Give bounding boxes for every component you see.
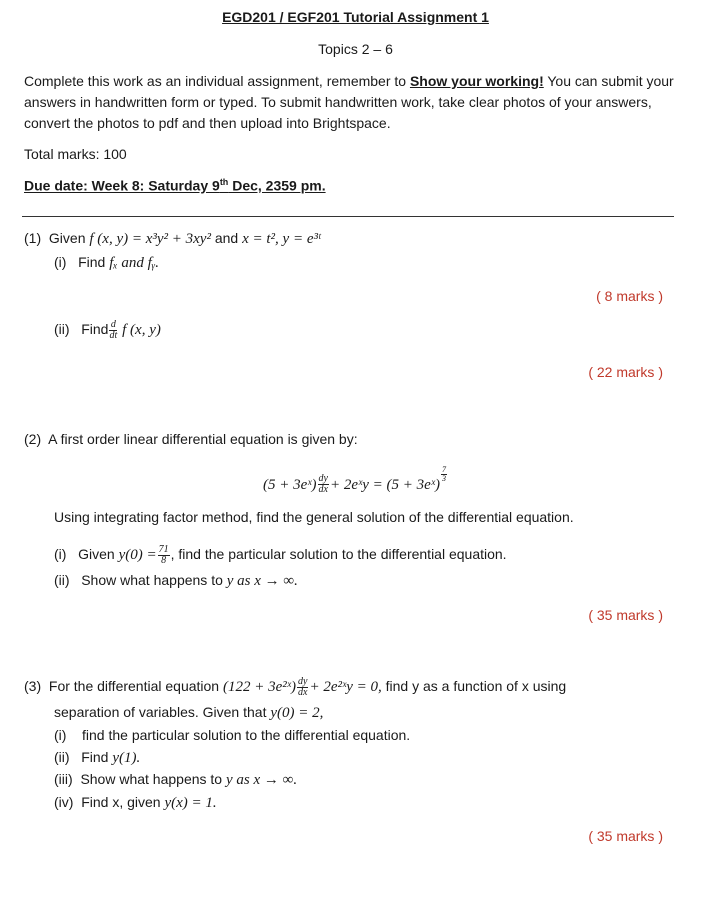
q2-exponent-fraction xyxy=(441,466,447,483)
q2-part-i-label: (i) xyxy=(54,546,67,563)
intro-text-2: You can submit your answers in handwritten form or typed. To submit handwritten work, take clear photos of your answers, convert the photos to pdf and then upload into Brightspace. xyxy=(24,73,674,131)
intro-text-1: Complete this work as an individual assignment, remember to xyxy=(24,73,410,89)
total-marks: Total marks: 100 xyxy=(24,146,127,162)
q3-part-iv-math: y(x) = 1. xyxy=(164,795,217,811)
q3-part-i-text: find the particular solution to the differential equation. xyxy=(82,727,411,743)
q1-given-label: Given xyxy=(48,230,86,246)
q3-part-iv-text: Find x, given xyxy=(81,794,161,810)
q3-part-iv-label: (iv) xyxy=(54,794,74,810)
q3-dx: dx xyxy=(298,687,308,698)
question-1-number: (1) xyxy=(24,230,42,246)
question-3-line xyxy=(24,677,566,698)
q1-fraction-denominator: dt xyxy=(109,330,118,341)
q1-part-ii-math: f (x, y) xyxy=(122,322,161,339)
q1-function-equation: f (x, y) = x³y² + 3xy² xyxy=(89,231,211,247)
q2-initial-fraction xyxy=(158,545,170,566)
q2-frac-num: 71 xyxy=(158,544,169,555)
due-date xyxy=(24,177,326,194)
question-1-line xyxy=(24,230,321,248)
q2-part-ii-label: (ii) xyxy=(54,572,70,588)
q2-marks: ( 35 marks ) xyxy=(588,607,663,623)
q2-method-text: Using integrating factor method, find the general solution of the differential equation. xyxy=(54,509,574,525)
question-2-line xyxy=(24,431,358,447)
q1-derivative-fraction xyxy=(109,320,117,341)
q2-part-i-post: , find the particular solution to the differential equation. xyxy=(170,546,507,563)
q2-part-i-pre: Given xyxy=(78,546,115,563)
q3-pre-text: For the differential equation xyxy=(48,678,220,695)
question-2-number: (2) xyxy=(24,431,42,447)
q3-line-2-text: separation of variables. Given that xyxy=(54,704,267,720)
q2-part-i-math: y(0) = xyxy=(118,547,157,564)
q3-line-2 xyxy=(54,704,323,722)
q1-part-i-label: (i) xyxy=(54,254,67,270)
q3-post-text: find y as a function of x using xyxy=(385,678,567,695)
question-3-number: (3) xyxy=(24,678,42,695)
q2-exp-den: 3 xyxy=(442,474,446,483)
q3-part-ii xyxy=(54,749,140,767)
q3-part-ii-text: Find xyxy=(81,749,109,765)
q2-part-i xyxy=(54,545,507,566)
q2-dx: dx xyxy=(318,484,328,496)
q1-substitution-equation: x = t², y = e³ᵗ xyxy=(242,231,321,247)
due-date-text: Due date: Week 8: Saturday 9 xyxy=(24,177,220,194)
q2-exp-num: 7 xyxy=(442,465,446,474)
due-date-ordinal: th xyxy=(219,177,229,187)
q1-fraction-numerator: d xyxy=(110,319,116,330)
q2-part-ii-text: Show what happens to xyxy=(81,572,223,588)
q3-dydx-fraction xyxy=(297,677,308,698)
instructions-paragraph xyxy=(24,71,674,134)
q3-part-iii-label: (iii) xyxy=(54,771,73,787)
q1-part-ii-text: Find xyxy=(81,321,109,338)
topics-subtitle: Topics 2 – 6 xyxy=(318,41,393,57)
q2-part-ii-math: y as x → ∞. xyxy=(226,573,298,589)
q2-dydx-fraction xyxy=(318,474,329,495)
q2-eq-mid: + 2eˣy = (5 + 3eˣ) xyxy=(329,477,440,493)
q2-part-ii xyxy=(54,572,298,590)
show-working-emphasis: Show your working! xyxy=(409,73,544,89)
q1-part-ii xyxy=(54,320,161,341)
q3-part-ii-label: (ii) xyxy=(54,749,70,765)
q3-part-iv xyxy=(54,794,217,812)
q2-intro-text: A first order linear differential equation is given by: xyxy=(48,431,358,447)
section-divider xyxy=(22,216,674,217)
q2-dy: dy xyxy=(318,473,328,485)
q3-part-ii-math: y(1). xyxy=(112,750,141,766)
q1-part-i-text: Find xyxy=(78,254,106,270)
q3-part-i-label: (i) xyxy=(54,727,67,743)
q1-part-ii-label: (ii) xyxy=(54,321,70,338)
q3-part-i xyxy=(54,727,410,743)
due-date-rest: Dec, 2359 pm. xyxy=(228,177,326,194)
q3-eq-left: (122 + 3e²ˣ) xyxy=(222,679,296,696)
q3-part-iii-text: Show what happens to xyxy=(80,771,223,787)
q3-line-2-math: y(0) = 2, xyxy=(270,705,324,721)
q3-dy: dy xyxy=(298,676,308,687)
q1-part-ii-marks: ( 22 marks ) xyxy=(588,364,663,380)
q2-frac-den: 8 xyxy=(161,555,167,566)
q1-part-i-math: fₓ and fᵧ. xyxy=(109,255,160,271)
q3-eq-right: + 2e²ˣy = 0, xyxy=(309,679,382,696)
q1-part-i-marks: ( 8 marks ) xyxy=(596,288,663,304)
document-title: EGD201 / EGF201 Tutorial Assignment 1 xyxy=(222,9,489,25)
q3-marks: ( 35 marks ) xyxy=(588,828,663,844)
q3-part-iii xyxy=(54,771,297,789)
q1-part-i xyxy=(54,254,159,272)
q2-differential-equation xyxy=(0,466,711,495)
q3-part-iii-math: y as x → ∞. xyxy=(225,772,298,788)
q2-eq-left: (5 + 3eˣ) xyxy=(262,477,317,493)
q1-and-label: and xyxy=(214,230,239,246)
